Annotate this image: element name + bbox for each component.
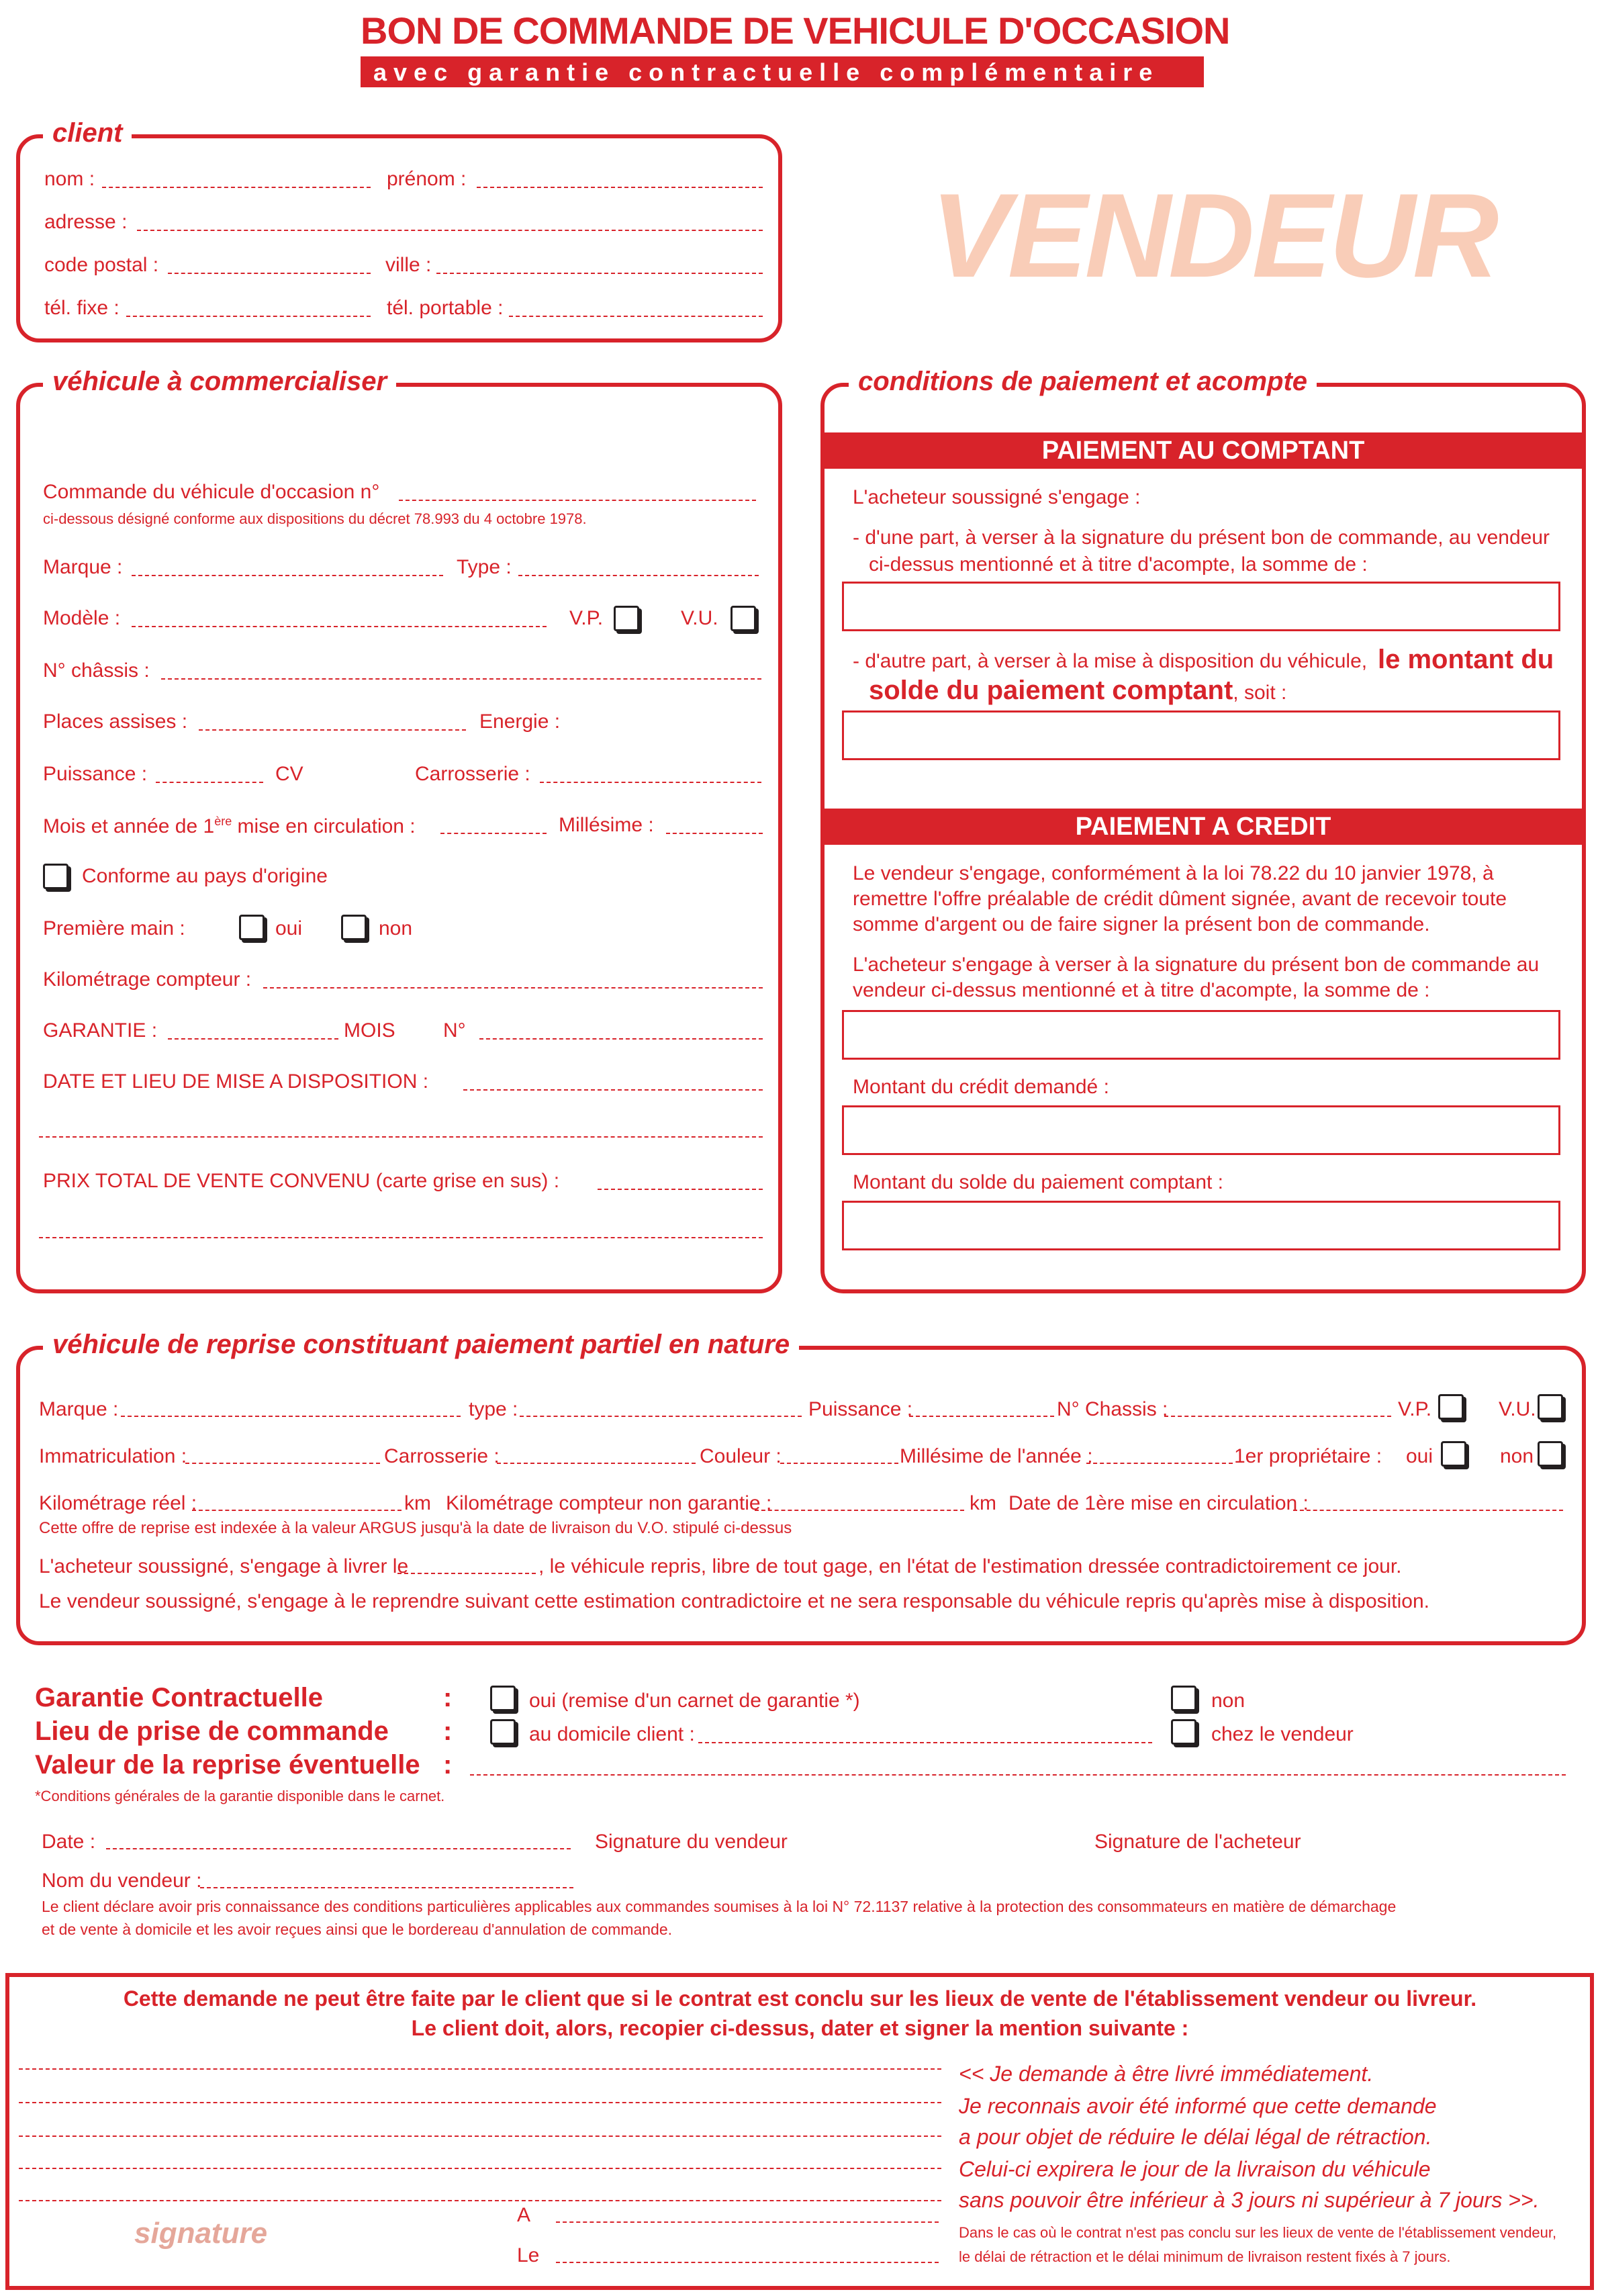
vehicule-chassis-label: N° châssis : <box>43 659 150 682</box>
vehicule-km-label: Kilométrage compteur : <box>43 968 252 991</box>
comptant-part2a: - d'autre part, à verser à la mise à disposition du véhicule, <box>853 650 1368 672</box>
reprise-non-checkbox[interactable] <box>1538 1441 1563 1467</box>
reprise-vu-checkbox[interactable] <box>1538 1394 1563 1420</box>
footer-note-2: le délai de rétraction et le délai minimum de livraison restent fixés à 7 jours. <box>959 2248 1451 2265</box>
garantie-note: *Conditions générales de la garantie disponible dans le carnet. <box>35 1788 445 1804</box>
vehicule-circulation-field[interactable] <box>440 833 547 834</box>
reprise-argus-note: Cette offre de reprise est indexée à la valeur ARGUS jusqu'à la date de livraison du V.O. stipulé ci-dessus <box>39 1519 792 1537</box>
vehicule-puissance-field[interactable] <box>156 782 263 783</box>
credit-solde-field[interactable] <box>842 1201 1560 1250</box>
vehicule-prix-field[interactable] <box>598 1189 763 1190</box>
vehicule-chassis-field[interactable] <box>161 678 761 680</box>
vehicule-carrosserie-label: Carrosserie : <box>415 763 530 785</box>
mention-line-5: sans pouvoir être inférieur à 3 jours ni supérieur à 7 jours >>. <box>959 2188 1540 2212</box>
client-nom-field[interactable] <box>102 187 371 188</box>
footer-line-2: Le client doit, alors, recopier ci-dessus, dater et signer la mention suivante : <box>411 2016 1189 2040</box>
valeur-label: Valeur de la reprise éventuelle <box>35 1750 420 1780</box>
credit-montant-field[interactable] <box>842 1105 1560 1155</box>
mention-line-1: << Je demande à être livré immédiatement. <box>959 2062 1374 2086</box>
garantie-oui-label: oui (remise d'un carnet de garantie *) <box>529 1690 860 1712</box>
lieu-vendeur-label: chez le vendeur <box>1211 1723 1354 1745</box>
credit-line5: vendeur ci-dessus mentionné et à titre d'acompte, la somme de : <box>853 979 1430 1001</box>
vehicule-premiere-main-label: Première main : <box>43 917 185 939</box>
vehicule-premiere-oui-checkbox[interactable] <box>239 915 265 940</box>
reprise-chassis-field[interactable] <box>1164 1416 1391 1417</box>
nom-vendeur-field[interactable] <box>200 1887 573 1888</box>
comptant-part2-bold1: le montant du <box>1378 645 1554 674</box>
client-ville-field[interactable] <box>436 273 763 274</box>
vehicule-modele-field[interactable] <box>132 626 547 627</box>
reprise-type-label: type : <box>469 1398 518 1420</box>
reprise-vendeur-line: Le vendeur soussigné, s'engage à le reprendre suivant cette estimation contradictoire et ne sera responsable du véhicule repris qu'après mise à disposition. <box>39 1590 1429 1612</box>
footer-note-1: Dans le cas où le contrat n'est pas conclu sur les lieux de vente de l'établissement vendeur, <box>959 2224 1557 2241</box>
garantie-oui-checkbox[interactable] <box>490 1686 516 1711</box>
reprise-date-circ-label: Date de 1ère mise en circulation : <box>1008 1492 1309 1514</box>
reprise-livraison-field[interactable] <box>397 1573 536 1574</box>
client-ville-label: ville : <box>385 254 432 276</box>
reprise-puissance-label: Puissance : <box>808 1398 913 1420</box>
reprise-vp-label: V.P. <box>1398 1398 1432 1420</box>
garantie-colon-1: : <box>443 1683 453 1712</box>
footer-a-label: A <box>517 2204 531 2226</box>
credit-line1: Le vendeur s'engage, conformément à la loi 78.22 du 10 janvier 1978, à <box>853 862 1494 884</box>
client-telfixe-label: tél. fixe : <box>44 297 120 319</box>
reprise-km2-label: km <box>970 1492 996 1514</box>
reprise-immat-field[interactable] <box>185 1463 380 1464</box>
vehicule-numero-field[interactable] <box>479 1038 763 1040</box>
vehicule-conforme-checkbox[interactable] <box>43 864 68 889</box>
garantie-colon-2: : <box>443 1716 453 1746</box>
vehicule-premiere-non-label: non <box>379 917 413 939</box>
footer-le-field[interactable] <box>556 2262 939 2263</box>
vehicule-section-title: véhicule à commercialiser <box>43 368 396 395</box>
recopie-line-4[interactable] <box>19 2168 941 2169</box>
mention-line-3: a pour objet de réduire le délai légal de rétraction. <box>959 2125 1432 2149</box>
date-field[interactable] <box>106 1848 571 1849</box>
recopie-line-2[interactable] <box>19 2102 941 2103</box>
client-cp-field[interactable] <box>168 273 371 274</box>
legal-line-2: et de vente à domicile et les avoir reçues ainsi que le bordereau d'annulation de commande. <box>42 1921 673 1938</box>
vehicule-garantie-label: GARANTIE : <box>43 1019 158 1042</box>
vehicule-vu-label: V.U. <box>681 607 718 629</box>
vehicule-garantie-field[interactable] <box>168 1038 338 1040</box>
lieu-domicile-label: au domicile client : <box>529 1723 695 1745</box>
vehicule-premiere-non-checkbox[interactable] <box>341 915 367 940</box>
reprise-kmreel-field[interactable] <box>192 1510 402 1511</box>
lieu-vendeur-checkbox[interactable] <box>1171 1719 1196 1745</box>
reprise-proprietaire-label: 1er propriétaire : <box>1234 1445 1382 1467</box>
reprise-date-circ-field[interactable] <box>1293 1510 1563 1511</box>
reprise-immat-label: Immatriculation : <box>39 1445 187 1467</box>
vehicule-puissance-label: Puissance : <box>43 763 148 785</box>
vehicule-vp-label: V.P. <box>569 607 604 629</box>
reprise-acheteur-a: L'acheteur soussigné, s'engage à livrer le <box>39 1555 409 1577</box>
reprise-carrosserie-label: Carrosserie : <box>384 1445 500 1467</box>
vehicule-commande-label: Commande du véhicule d'occasion n° <box>43 481 380 503</box>
client-cp-label: code postal : <box>44 254 159 276</box>
vehicule-date-lieu-field-2[interactable] <box>39 1136 763 1138</box>
reprise-couleur-label: Couleur : <box>700 1445 782 1467</box>
vehicule-commande-field[interactable] <box>399 500 756 501</box>
comptant-part1a: - d'une part, à verser à la signature du présent bon de commande, au vendeur <box>853 526 1550 549</box>
reprise-vp-checkbox[interactable] <box>1438 1394 1464 1420</box>
vehicule-decret-note: ci-dessous désigné conforme aux dispositions du décret 78.993 du 4 octobre 1978. <box>43 510 587 527</box>
recopie-line-5[interactable] <box>19 2200 941 2201</box>
vehicule-type-label: Type : <box>457 556 512 578</box>
vehicule-prix-label: PRIX TOTAL DE VENTE CONVENU (carte grise en sus) : <box>43 1170 560 1192</box>
reprise-acheteur-b: , le véhicule repris, libre de tout gage, en l'état de l'estimation dressée contradictoirement ce jour. <box>538 1555 1402 1577</box>
vehicule-energie-label: Energie : <box>479 710 561 733</box>
vehicule-type-field[interactable] <box>518 575 759 576</box>
garantie-non-label: non <box>1211 1690 1245 1712</box>
comptant-acompte-field[interactable] <box>842 582 1560 631</box>
form-title: BON DE COMMANDE DE VEHICULE D'OCCASION <box>361 9 1230 52</box>
nom-vendeur-label: Nom du vendeur : <box>42 1870 202 1892</box>
reprise-km1-label: km <box>404 1492 431 1514</box>
vehicule-carrosserie-field[interactable] <box>540 782 761 783</box>
reprise-couleur-field[interactable] <box>780 1463 898 1464</box>
vehicule-marque-field[interactable] <box>132 575 443 576</box>
vehicule-mois-label: MOIS <box>344 1019 395 1042</box>
garantie-label: Garantie Contractuelle <box>35 1683 324 1712</box>
recopie-line-1[interactable] <box>19 2068 941 2070</box>
reprise-type-field[interactable] <box>520 1416 802 1417</box>
reprise-km-non-garanti-field[interactable] <box>755 1510 964 1511</box>
reprise-non-label: non <box>1500 1445 1534 1467</box>
vehicule-conforme-label: Conforme au pays d'origine <box>82 865 328 887</box>
reprise-chassis-label: N° Chassis : <box>1057 1398 1168 1420</box>
reprise-marque-label: Marque : <box>39 1398 119 1420</box>
client-telfixe-field[interactable] <box>126 316 371 317</box>
vendeur-watermark: VENDEUR <box>931 169 1497 302</box>
credit-acompte-field[interactable] <box>842 1010 1560 1060</box>
comptant-part1b: ci-dessus mentionné et à titre d'acompte, la somme de : <box>869 553 1368 576</box>
reprise-oui-checkbox[interactable] <box>1441 1441 1466 1467</box>
comptant-part2-line2: solde du paiement comptant, soit : <box>869 676 1287 705</box>
client-prenom-label: prénom : <box>387 168 467 190</box>
comptant-engage: L'acheteur soussigné s'engage : <box>853 486 1141 508</box>
garantie-colon-3: : <box>443 1750 453 1780</box>
vehicule-millesime-field[interactable] <box>666 833 763 834</box>
vehicule-vp-checkbox[interactable] <box>614 606 639 631</box>
signature-vendeur-label: Signature du vendeur <box>595 1831 788 1853</box>
lieu-domicile-checkbox[interactable] <box>490 1719 516 1745</box>
reprise-carrosserie-field[interactable] <box>497 1463 696 1464</box>
comptant-band: PAIEMENT AU COMPTANT <box>825 432 1582 469</box>
vehicule-marque-label: Marque : <box>43 556 123 578</box>
vehicule-date-lieu-field[interactable] <box>463 1089 763 1091</box>
vehicule-circulation-label: Mois et année de 1ère mise en circulation : <box>43 815 416 837</box>
vehicule-millesime-label: Millésime : <box>559 814 654 836</box>
recopie-line-3[interactable] <box>19 2136 941 2137</box>
credit-line4: L'acheteur s'engage à verser à la signature du présent bon de commande au <box>853 954 1540 976</box>
footer-le-label: Le <box>517 2244 540 2266</box>
vehicule-prix-field-2[interactable] <box>39 1237 763 1238</box>
reprise-millesime-label: Millésime de l'année : <box>900 1445 1093 1467</box>
client-telport-field[interactable] <box>509 316 763 317</box>
legal-line-1: Le client déclare avoir pris connaissance des conditions particulières applicables aux commandes soumises à la loi N° 72.1137 relative à la protection des consommateurs en matière de démarchage <box>42 1898 1397 1915</box>
vehicule-date-lieu-label: DATE ET LIEU DE MISE A DISPOSITION : <box>43 1070 429 1093</box>
reprise-vu-label: V.U. <box>1499 1398 1536 1420</box>
mention-line-2: Je reconnais avoir été informé que cette demande <box>959 2094 1437 2118</box>
footer-line-1: Cette demande ne peut être faite par le client que si le contrat est conclu sur les lieux de vente de l'établissement vendeur ou livreur. <box>123 1986 1477 2011</box>
client-telport-label: tél. portable : <box>387 297 504 319</box>
lieu-domicile-field[interactable] <box>698 1742 1152 1743</box>
client-section-title: client <box>43 120 132 146</box>
vehicule-cv-label: CV <box>275 763 303 785</box>
reprise-millesime-field[interactable] <box>1086 1463 1233 1464</box>
vehicule-places-label: Places assises : <box>43 710 188 733</box>
reprise-oui-label: oui <box>1406 1445 1433 1467</box>
signature-placeholder: signature <box>134 2217 268 2250</box>
reprise-kmreel-label: Kilométrage réel : <box>39 1492 197 1514</box>
lieu-label: Lieu de prise de commande <box>35 1716 389 1746</box>
vehicule-vu-checkbox[interactable] <box>731 606 756 631</box>
vehicule-places-field[interactable] <box>199 729 466 731</box>
reprise-km-non-garanti-label: Kilométrage compteur non garantie : <box>446 1492 772 1514</box>
reprise-marque-field[interactable] <box>121 1416 461 1417</box>
form-subtitle: avec garantie contractuelle complémentaire <box>373 58 1160 86</box>
paiement-section-title: conditions de paiement et acompte <box>849 368 1317 395</box>
date-label: Date : <box>42 1831 96 1853</box>
client-adresse-label: adresse : <box>44 211 128 233</box>
client-nom-label: nom : <box>44 168 95 190</box>
vehicule-premiere-oui-label: oui <box>275 917 303 939</box>
vehicule-km-field[interactable] <box>263 987 763 989</box>
signature-acheteur-label: Signature de l'acheteur <box>1094 1831 1301 1853</box>
garantie-non-checkbox[interactable] <box>1171 1686 1196 1711</box>
comptant-solde-field[interactable] <box>842 710 1560 760</box>
credit-line2: remettre l'offre préalable de crédit dûment signée, avant de recevoir toute <box>853 888 1507 910</box>
credit-montant-label: Montant du crédit demandé : <box>853 1076 1109 1098</box>
vehicule-modele-label: Modèle : <box>43 607 121 629</box>
reprise-puissance-field[interactable] <box>909 1416 1054 1417</box>
credit-band: PAIEMENT A CREDIT <box>825 809 1582 845</box>
client-prenom-field[interactable] <box>477 187 763 188</box>
client-adresse-field[interactable] <box>137 230 763 231</box>
vehicule-numero-label: N° <box>443 1019 466 1042</box>
credit-line3: somme d'argent ou de faire signer la présent bon de commande. <box>853 913 1430 935</box>
reprise-section-title: véhicule de reprise constituant paiement partiel en nature <box>43 1331 799 1358</box>
footer-a-field[interactable] <box>556 2221 939 2223</box>
valeur-reprise-field[interactable] <box>470 1774 1566 1776</box>
mention-line-4: Celui-ci expirera le jour de la livraison du véhicule <box>959 2157 1431 2181</box>
credit-solde-label: Montant du solde du paiement comptant : <box>853 1171 1224 1193</box>
